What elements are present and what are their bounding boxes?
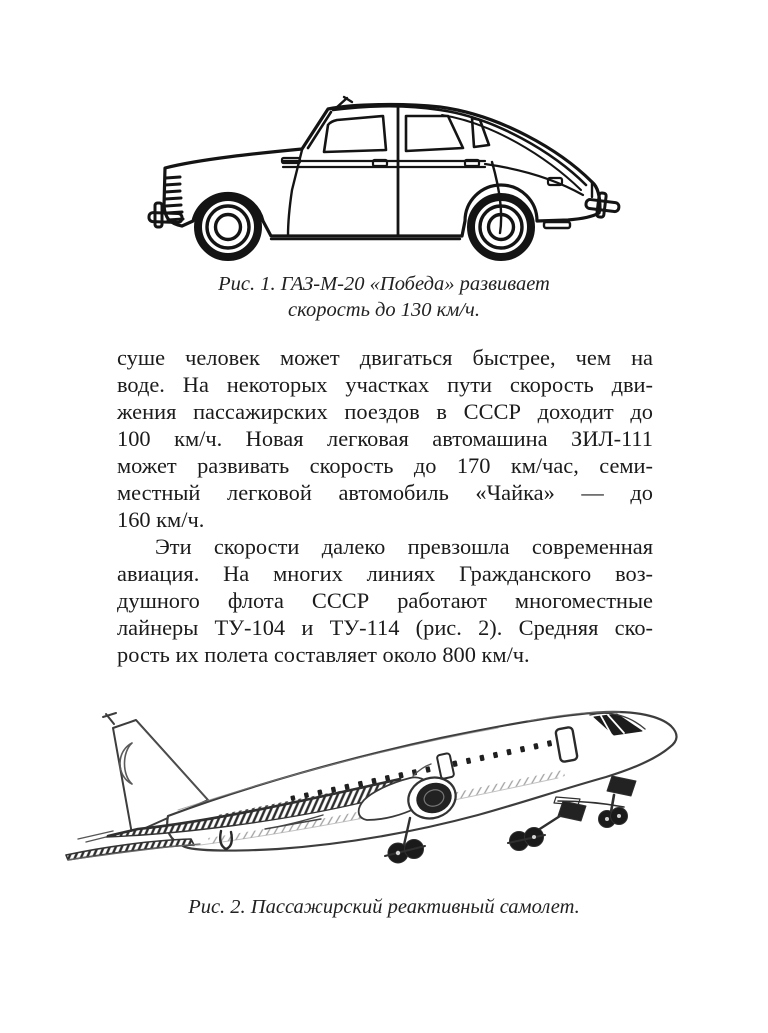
body-line: может развивать скорость до 170 км/час, семи- xyxy=(117,453,653,478)
body-line: местный легковой автомобиль «Чайка» — до xyxy=(117,480,653,505)
car-windows xyxy=(324,116,489,152)
body-line: суше человек может двигаться быстрее, чем на xyxy=(117,345,653,370)
figure1-caption xyxy=(0,272,768,323)
body-line: лайнеры ТУ-104 и ТУ-114 (рис. 2). Средняя ско- xyxy=(117,615,653,640)
body-line: душного флота СССР работают многоместные xyxy=(117,588,653,613)
car-bumpers xyxy=(149,182,620,228)
body-line: воде. На некоторых участках пути скорость дви- xyxy=(117,372,653,397)
figure2-caption-text: Рис. 2. Пассажирский реактивный самолет. xyxy=(188,896,580,918)
car-illustration xyxy=(140,90,630,265)
body-line: авиация. На многих линиях Гражданского воз- xyxy=(117,561,653,586)
body-line: жения пассажирских поездов в СССР доходит до xyxy=(117,399,653,424)
body-line: рость их полета составляет около 800 км/ч. xyxy=(117,642,530,667)
car-wheels xyxy=(198,197,531,257)
figure1-caption-line2: скорость до 130 км/ч. xyxy=(288,298,480,321)
airplane-illustration xyxy=(58,688,710,880)
figure2-caption xyxy=(0,895,768,921)
body-text xyxy=(117,344,653,668)
body-line: 100 км/ч. Новая легковая автомашина ЗИЛ-111 xyxy=(117,426,653,451)
body-line: Эти скорости далеко превзошла современная xyxy=(155,534,653,559)
figure1-caption-line1: Рис. 1. ГАЗ-М-20 «Победа» развивает xyxy=(218,273,550,295)
body-line: 160 км/ч. xyxy=(117,507,205,532)
